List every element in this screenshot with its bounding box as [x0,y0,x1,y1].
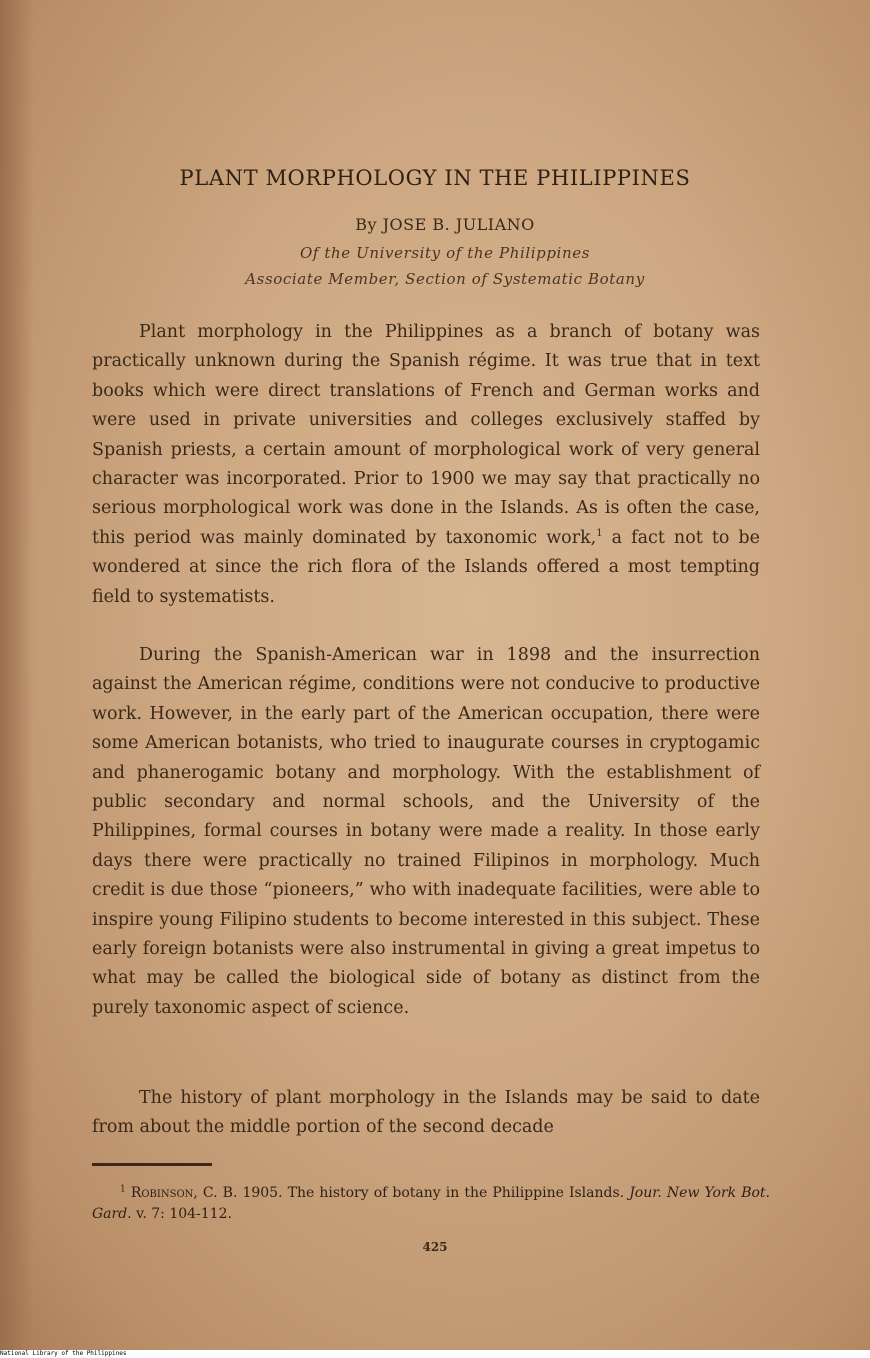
paragraph-1-text: Plant morphology in the Philippines as a branch of botany was practically unknown during the Spanish régime. It was true that in text books which were direct translations of French and German works and were used in private universities and colleges exclusively staffed by Spanish priests, a certain amount of morphological work of very general character was incorporated. Prior to 1900 we may say that practically no serious morphological work was done in the Islands. As is often the case, this period was mainly dominated by taxonomic work, [92,322,760,548]
footnote-citation: v. 7: 104-112. [131,1206,232,1222]
body-paragraph-2: During the Spanish-American war in 1898 and the insurrection against the American régime, conditions were not conducive to productive work. However, in the early part of the American occupation, there were some American botanists, who tried to inaugurate courses in cryptogamic and phanerogamic botany and morphology. With the establishment of public secondary and normal schools, and the University of the Philippines, formal courses in botany were made a reality. In those early days there were practically no trained Filipinos in morphology. Much credit is due those “pioneers,” who with inadequate facilities, were able to inspire young Filipino students to become interested in this subject. These early foreign botanists were also instrumental in giving a great impetus to what may be called the biological side of botany as distinct from the purely taxonomic aspect of science. [92,645,760,1018]
author-membership: Associate Member, Section of Systematic Botany [245,270,645,288]
author-byline: By JOSE B. JULIANO [355,215,535,234]
footnote-divider [92,1163,212,1166]
article-title: PLANT MORPHOLOGY IN THE PHILIPPINES [179,166,691,190]
footnote-text: , C. B. 1905. The history of botany in the Philippine Islands. [193,1185,630,1201]
footnote-author: Robinson [130,1185,194,1201]
footnote-journal: Jour. New York Bot. Gard. [92,1185,770,1222]
paragraph-1-text-continued: a fact not to be wondered at since the rich flora of the Islands offered a most tempting field to systematists. [92,527,760,607]
footnote-marker: 1 [120,1184,126,1195]
page-number: 425 [422,1240,448,1254]
page-gutter-shadow [0,0,34,1350]
body-paragraph-1 [92,318,760,612]
footnote [92,1183,770,1225]
scan-credit: National Library of the Philippines [0,1350,870,1358]
footnote-reference: 1 [596,528,603,540]
body-paragraph-3: The history of plant morphology in the Islands may be said to date from about the middle portion of the second decade [92,1088,760,1138]
author-affiliation: Of the University of the Philippines [299,244,590,262]
